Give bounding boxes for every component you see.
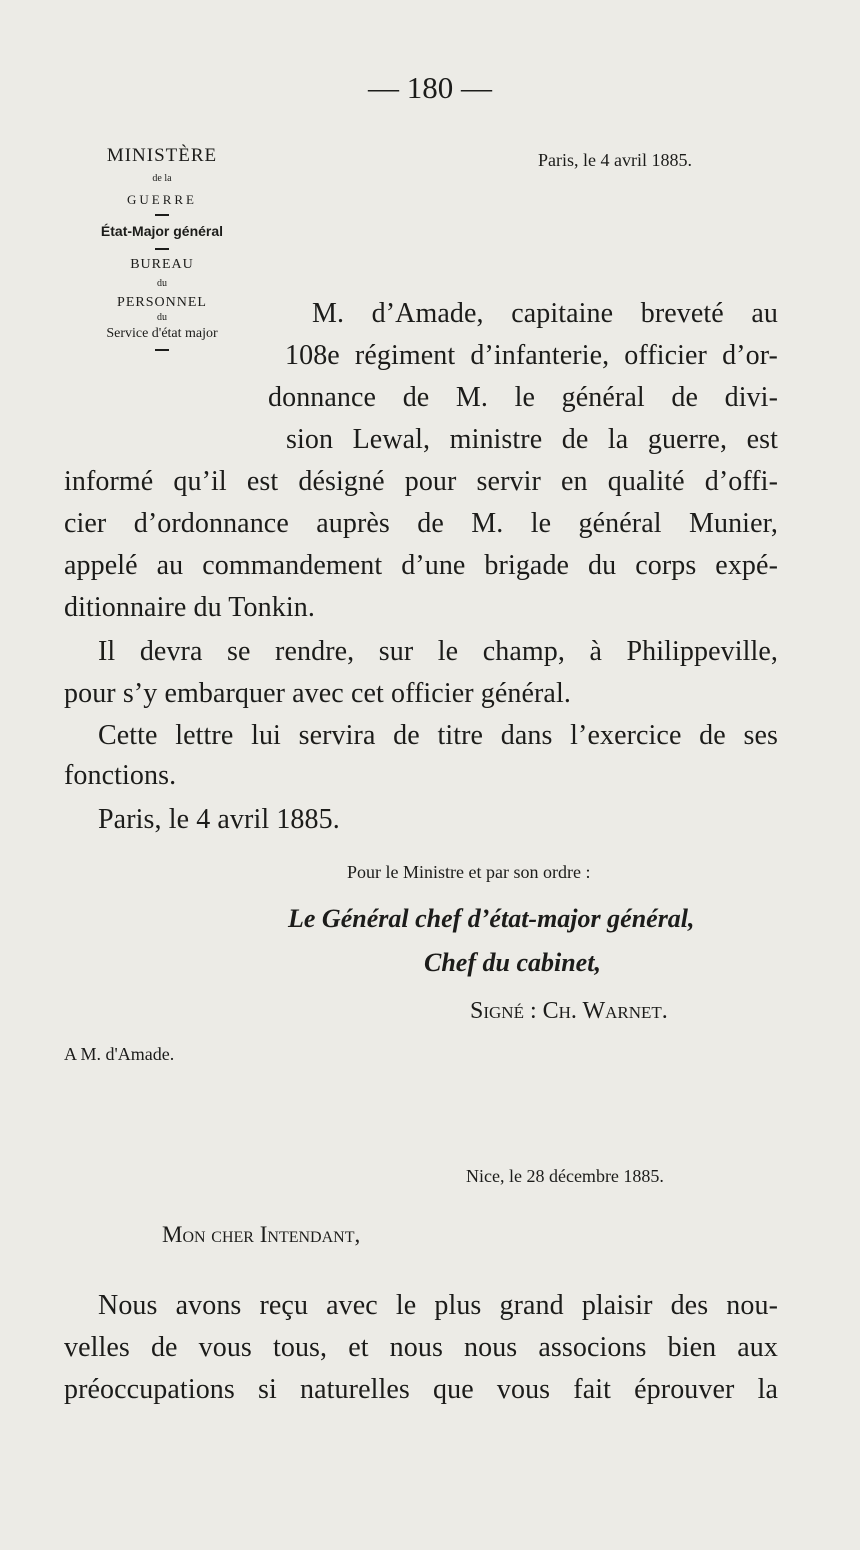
letter1-line: 108e régiment d’infanterie, officier d’or- <box>285 340 778 371</box>
addressee: A M. d'Amade. <box>64 1044 175 1064</box>
divider <box>155 349 169 351</box>
letterhead-bureau: BUREAU <box>130 257 194 272</box>
letter1-line: pour s’y embarquer avec cet officier général. <box>64 678 571 709</box>
letter1-line: informé qu’il est désigné pour servir en qualité d’offi- <box>64 466 778 497</box>
salutation: Mon cher Intendant, <box>162 1222 361 1247</box>
divider <box>155 214 169 216</box>
letterhead-ministere: MINISTÈRE <box>106 145 218 166</box>
letterhead-du: du <box>157 278 167 289</box>
letter1-line: cier d’ordonnance auprès de M. le général Munier, <box>64 508 778 539</box>
letter2-line: velles de vous tous, et nous nous associons bien aux <box>64 1332 778 1363</box>
letter2-line: préoccupations si naturelles que vous fait éprouver la <box>64 1374 778 1405</box>
chef-du-cabinet: Chef du cabinet, <box>424 948 601 977</box>
pour-le-ministre: Pour le Ministre et par son ordre : <box>347 862 591 882</box>
letterhead-du-2: du <box>157 312 167 323</box>
letterhead-personnel: PERSONNEL <box>117 295 207 310</box>
letterhead-guerre: GUERRE <box>127 192 197 207</box>
letter1-dateline: Paris, le 4 avril 1885. <box>538 150 692 170</box>
signature: Signé : Ch. Warnet. <box>470 998 668 1024</box>
letter1-line: ditionnaire du Tonkin. <box>64 592 315 623</box>
letterhead <box>62 146 262 355</box>
letter1-closing-date: Paris, le 4 avril 1885. <box>98 804 340 835</box>
letter1-line: appelé au commandement d’une brigade du corps expé- <box>64 550 778 581</box>
general-title: Le Général chef d’état-major général, <box>288 904 695 933</box>
letter1-line: fonctions. <box>64 760 177 791</box>
letter1-line: donnance de M. le général de divi- <box>268 382 778 413</box>
letterhead-de-la: de la <box>152 173 172 184</box>
letter1-line: Il devra se rendre, sur le champ, à Philippeville, <box>98 636 778 667</box>
letterhead-etat-major: État-Major général <box>100 223 224 239</box>
letter1-line: sion Lewal, ministre de la guerre, est <box>286 424 778 455</box>
page-number: — 180 — <box>368 70 492 105</box>
letterhead-service: Service d'état major <box>106 326 218 341</box>
divider <box>155 248 169 250</box>
letter1-line: M. d’Amade, capitaine breveté au <box>312 298 778 329</box>
letter2-line: Nous avons reçu avec le plus grand plaisir des nou- <box>98 1290 778 1321</box>
letter1-line: Cette lettre lui servira de titre dans l’exercice de ses <box>98 720 778 751</box>
letter2-dateline: Nice, le 28 décembre 1885. <box>466 1166 664 1186</box>
